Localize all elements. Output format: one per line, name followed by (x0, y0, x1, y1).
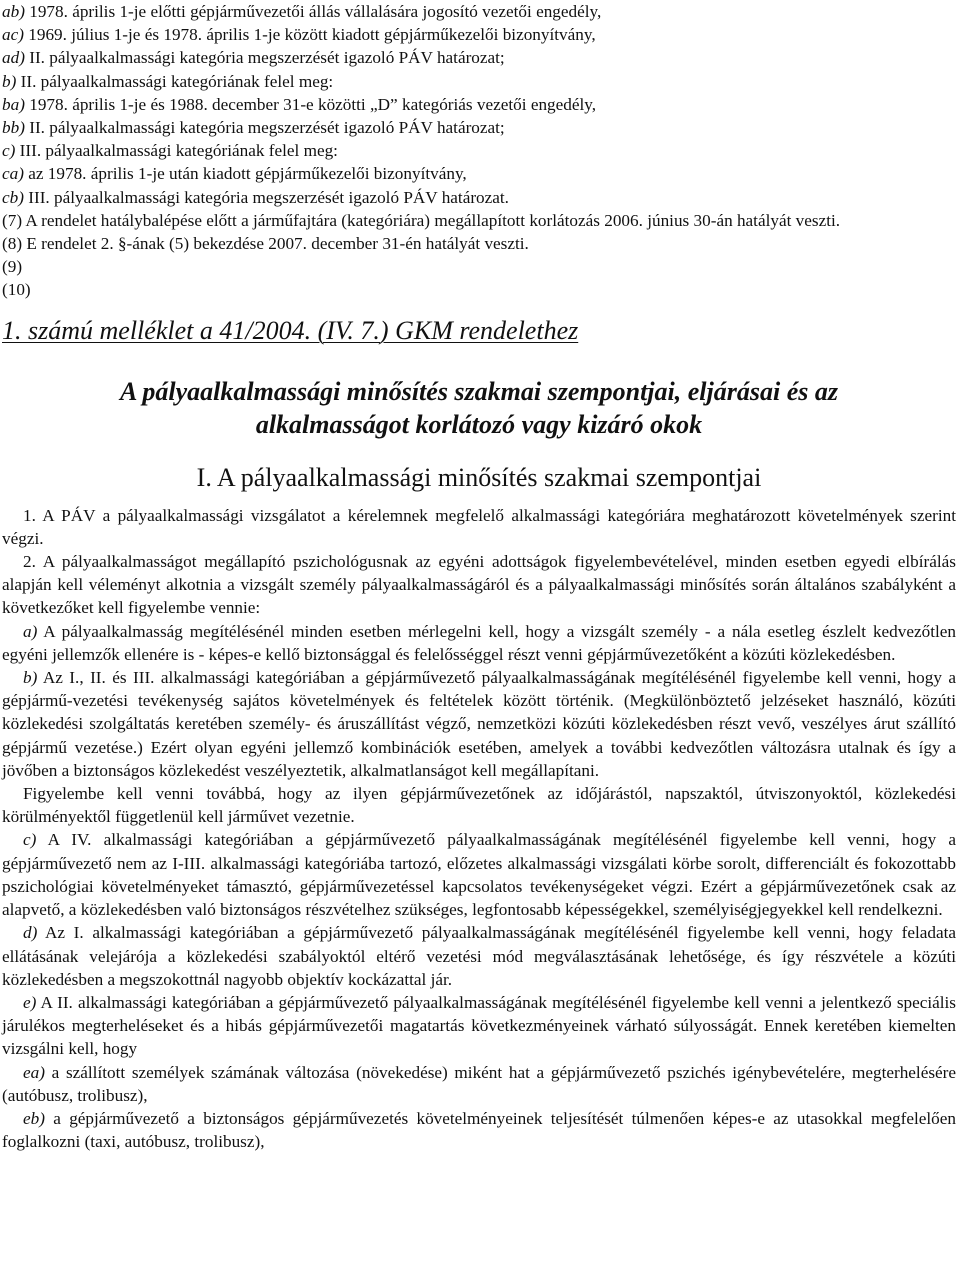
item-text: a gépjárművezető a biztonságos gépjárművezetés követelményeinek teljesítését túlmenően képes-e az utasokkal megfelelően foglalkozni (taxi, autóbusz, trolibusz), (2, 1108, 956, 1152)
paragraph-2: 2. A pályaalkalmasságot megállapító pszichológusnak az egyéni adottságok figyelembevételével, minden esetben egyedi elbírálás alapján kell véleményt alkotnia a vizsgált személy pályaalkalmasságáról és a pályaalkalmassági minősítés során általános szabályként a következőket kell figyelembe vennie: (2, 552, 956, 618)
item-label: ab) (2, 2, 25, 21)
item-text: Az I. alkalmassági kategóriában a gépjárművezető pályaalkalmasságának megítélésénél figyelembe kell venni, hogy feladata ellátásának velejárója a közlekedési szabályoktól eltérő vezetési mód megválasztásának lehetősége, és így részvétele a közúti közlekedésben a megszokottnál nagyobb objektív kockázattal jár. (2, 923, 956, 989)
item-text: A pályaalkalmasság megítélésénél minden esetben mérlegelni kell, hogy a vizsgált személy - a nála esetleg észlelt kedvezőtlen egyéni jellemzők ellenére is - képes-e kellő biztonsággal és felelősséggel részt venni gépjárművezetőként a közúti közlekedésben. (2, 621, 956, 664)
item-label: cb) (2, 187, 24, 207)
paragraph-9: (9) (2, 257, 23, 277)
list-item (2, 93, 956, 116)
paragraph-8: (8) E rendelet 2. §-ának (5) bekezdése 2007. december 31-én hatályát veszti. (2, 234, 529, 254)
list-item (2, 186, 956, 209)
list-item (2, 139, 956, 162)
list-item-eb (2, 1107, 956, 1153)
item-text: II. pályaalkalmassági kategóriának felel meg: (16, 71, 334, 91)
item-label: ad) (2, 48, 25, 68)
item-label: b) (23, 668, 38, 688)
item-label: bb) (2, 118, 25, 138)
item-text: III. pályaalkalmassági kategória megszerzését igazoló PÁV határozat. (23, 187, 509, 207)
item-label: ea) (23, 1062, 45, 1082)
list-item (2, 162, 956, 185)
list-item (2, 116, 956, 139)
main-title-line: A pályaalkalmassági minősítés szakmai szempontjai, eljárásai és az (120, 376, 838, 406)
list-item (2, 46, 956, 69)
item-text: III. pályaalkalmassági kategóriának felel meg: (15, 141, 338, 161)
item-text: Az I., II. és III. alkalmassági kategóriában a gépjárművezető pályaalkalmasságának megítélésénél figyelembe kell venni, hogy a gépjármű-vezetési tevékenység sajátos követelmények és feltételek között történik. (Megkülönböztető jelzéseket használó, közúti közlekedési szolgáltatás keretében személy- és áruszállítást végző, nemzetközi közúti közlekedésben részt vevő, veszélyes árut szállító gépjármű vezetése.) Ezért olyan egyéni jellemző kombinációk esetében, amelyek a további kedvezőtlen változásra utalnak és így a jövőben a biztonságos közlekedést veszélyeztetik, alkalmatlanságot kell megállapítani. (2, 668, 956, 780)
item-label: c) (2, 141, 16, 161)
item-text: 1969. július 1-je és 1978. április 1-je között kiadott gépjárműkezelői bizonyítvány, (23, 25, 596, 45)
item-text: A II. alkalmassági kategóriában a gépjárművezető pályaalkalmasságának megítélésénél figyelembe kell venni a jelentkező speciális járulékos megterheléseket és a hibás gépjárművezetői magatartás következményeinek várható súlyosságát. Ennek keretében kiemelten vizsgálni kell, hogy (2, 992, 956, 1059)
item-text: 1978. április 1-je és 1988. december 31-e közötti „D” kategóriás vezetői engedély, (24, 94, 597, 114)
item-text: az 1978. április 1-je után kiadott gépjárműkezelői bizonyítvány, (23, 164, 467, 184)
item-label: c) (23, 830, 37, 850)
item-text: II. pályaalkalmassági kategória megszerzését igazoló PÁV határozat; (24, 48, 505, 68)
item-label: d) (23, 923, 38, 943)
main-title-line: alkalmasságot korlátozó vagy kizáró okok (255, 409, 703, 439)
main-title (2, 375, 956, 441)
paragraph-7: (7) A rendelet hatálybalépése előtt a járműfajtára (kategóriára) megállapított korlátozás 2006. június 30-án hatályát veszti. (2, 210, 841, 230)
list-item-b (2, 666, 956, 782)
list-item (2, 23, 956, 46)
item-label: eb) (23, 1108, 45, 1128)
item-text: a szállított személyek számának változása (növekedése) miként hat a gépjárművezető pszichés igénybevételére, megterhelésére (autóbusz, trolibusz), (2, 1062, 956, 1105)
item-label: ca) (2, 164, 24, 184)
item-text: 1978. április 1-je előtti gépjárművezetői állás vállalására jogosító vezetői engedély, (24, 2, 602, 21)
list-item-a (2, 620, 956, 666)
item-label: ac) (2, 25, 24, 45)
list-item (2, 0, 956, 23)
item-label: a) (23, 621, 38, 641)
paragraph-figyelembe: Figyelembe kell venni továbbá, hogy az ilyen gépjárművezetőnek az időjárástól, napszaktól, útviszonyoktól, közlekedési körülményektől függetlenül kell járművet vezetnie. (2, 784, 956, 827)
paragraph-10: (10) (2, 280, 31, 300)
list-item (2, 70, 956, 93)
list-item-d (2, 921, 956, 991)
list-item-e (2, 991, 956, 1061)
item-label: ba) (2, 94, 25, 114)
list-item-c (2, 828, 956, 921)
item-label: b) (2, 71, 17, 91)
document-page (2, 0, 956, 1153)
list-item-ea (2, 1061, 956, 1107)
item-label: e) (23, 992, 37, 1012)
section-title: I. A pályaalkalmassági minősítés szakmai szempontjai (196, 462, 762, 492)
annex-title: 1. számú melléklet a 41/2004. (IV. 7.) GKM rendelethez (2, 315, 579, 345)
item-text: II. pályaalkalmassági kategória megszerzését igazoló PÁV határozat; (24, 118, 505, 138)
item-text: A IV. alkalmassági kategóriában a gépjárművezető pályaalkalmasságának megítélésénél figyelembe kell venni, hogy a gépjárművezető nem az I-III. alkalmassági kategóriába tartozó, előzetes alkalmassági vizsgálati körbe sorolt, differenciált és fokozottabb pszichológiai követelményeket támasztó, gépjárművezetéssel kapcsolatos tevékenységeket végzi. Ezért a gépjárművezetőnek csak az alapvető, a közlekedésben való biztonságos részvételhez szükséges, legfontosabb képességekkel, személyiségjegyekkel kell rendelkezni. (2, 830, 956, 920)
paragraph-1: 1. A PÁV a pályaalkalmassági vizsgálatot a kérelemnek megfelelő alkalmassági kategóriára meghatározott követelmények szerint végzi. (2, 505, 956, 548)
